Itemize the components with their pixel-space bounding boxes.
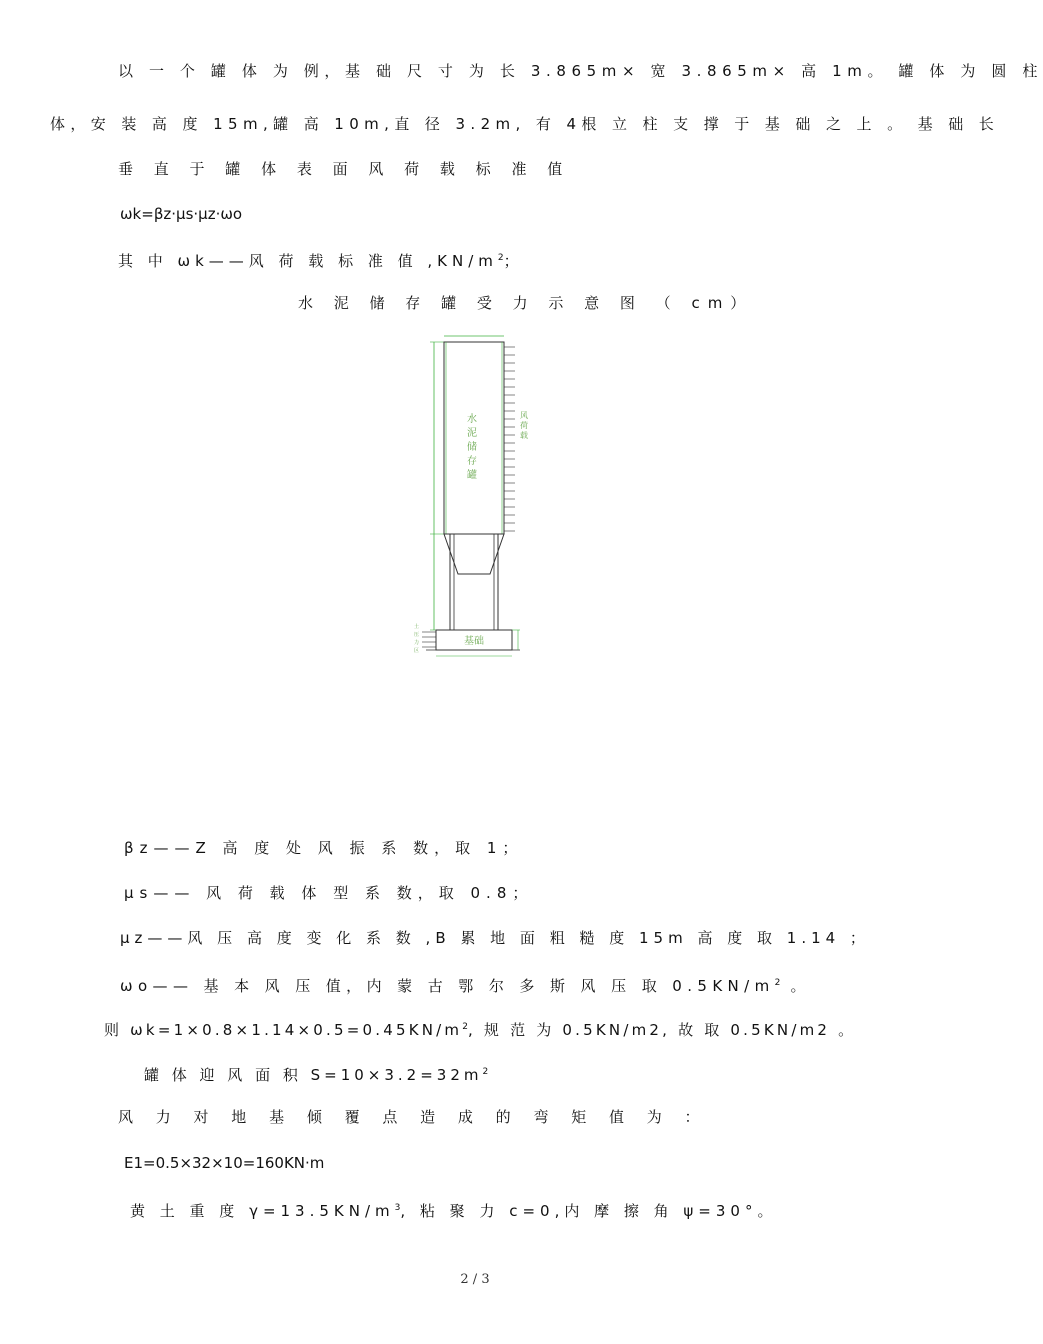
paragraph-2: 体，安 装 高 度 15m,罐 高 10m,直 径 3.2m, 有 4根 立 柱 支 撑 于 基 础 之 上 。 基 础 长: [50, 115, 1000, 133]
svg-text:土: 土: [414, 624, 420, 630]
soil-pressure-arrows: [422, 632, 436, 647]
paragraph-5-text: 其 中 ωk——风 荷 载 标 准 值 ,KN/m: [118, 252, 498, 270]
diagram-title: 水 泥 储 存 罐 受 力 示 意 图 （ cm）: [298, 294, 754, 312]
tank-force-diagram: [0, 0, 950, 700]
foundation-label: 基础: [464, 636, 484, 647]
superscript: 3: [394, 1203, 401, 1213]
superscript: 2: [482, 1067, 489, 1077]
soil-parameters: [130, 1198, 777, 1221]
superscript: 2: [462, 1022, 468, 1032]
calculation-wk-text: 则 ωk=1×0.8×1.14×0.5=0.45KN/m: [104, 1021, 463, 1039]
windward-area: [144, 1062, 488, 1085]
paragraph-1: 以 一 个 罐 体 为 例，基 础 尺 寸 为 长 3.865m× 宽 3.865m× 高 1m。 罐 体 为 圆 柱: [118, 62, 1043, 80]
calculation-wk-end: , 规 范 为 0.5KN/m2, 故 取 0.5KN/m2 。: [467, 1021, 857, 1039]
tank-label-char: 水: [467, 414, 477, 425]
svg-text:力: 力: [414, 640, 420, 646]
superscript: 2: [774, 978, 781, 988]
tank-label: [467, 412, 477, 481]
svg-text:区: 区: [414, 648, 420, 654]
wind-label-char: 载: [520, 431, 528, 440]
tank-label-char: 罐: [467, 470, 477, 481]
definition-mus: μs—— 风 荷 载 体 型 系 数，取 0.8；: [124, 884, 534, 902]
definition-omega0: [120, 973, 811, 996]
wind-label-char: 风: [520, 411, 528, 420]
definition-muz: μz——风 压 高 度 变 化 系 数 ,B 累 地 面 粗 糙 度 15m 高 度 取 1.14 ；: [120, 929, 870, 947]
tank-label-char: 存: [467, 456, 477, 467]
svg-text:压: 压: [414, 632, 420, 638]
soil-parameters-text: 黄 土 重 度 γ=13.5KN/m: [130, 1202, 395, 1220]
windward-area-text: 罐 体 迎 风 面 积 S=10×3.2=32m: [144, 1066, 483, 1084]
formula-wk: ωk=βz·μs·μz·ωo: [120, 205, 243, 223]
definition-betaz: βz——Z 高 度 处 风 振 系 数，取 1；: [124, 839, 524, 857]
wind-load-ticks: [504, 347, 515, 531]
moment-formula: E1=0.5×32×10=160KN·m: [124, 1154, 325, 1172]
superscript: 2: [497, 253, 504, 263]
soil-parameters-end: , 粘 聚 力 c=0,内 摩 擦 角 ψ=30°。: [400, 1202, 778, 1220]
tank-cone: [444, 534, 504, 574]
tank-label-char: 储: [467, 442, 477, 453]
tank-label-char: 泥: [467, 428, 477, 439]
definition-omega0-end: 。: [780, 977, 811, 995]
wind-label-char: 荷: [520, 421, 528, 430]
page-number: 2 / 3: [460, 1272, 490, 1287]
calculation-wk: [104, 1017, 856, 1040]
paragraph-3: 垂 直 于 罐 体 表 面 风 荷 载 标 准 值: [118, 160, 571, 178]
paragraph-5-end: ；: [503, 252, 524, 270]
moment-intro: 风 力 对 地 基 倾 覆 点 造 成 的 弯 矩 值 为 ：: [118, 1108, 709, 1126]
wind-load-label: [520, 411, 528, 440]
definition-omega0-text: ωo—— 基 本 风 压 值，内 蒙 古 鄂 尔 多 斯 风 压 取 0.5KN/m: [120, 977, 775, 995]
